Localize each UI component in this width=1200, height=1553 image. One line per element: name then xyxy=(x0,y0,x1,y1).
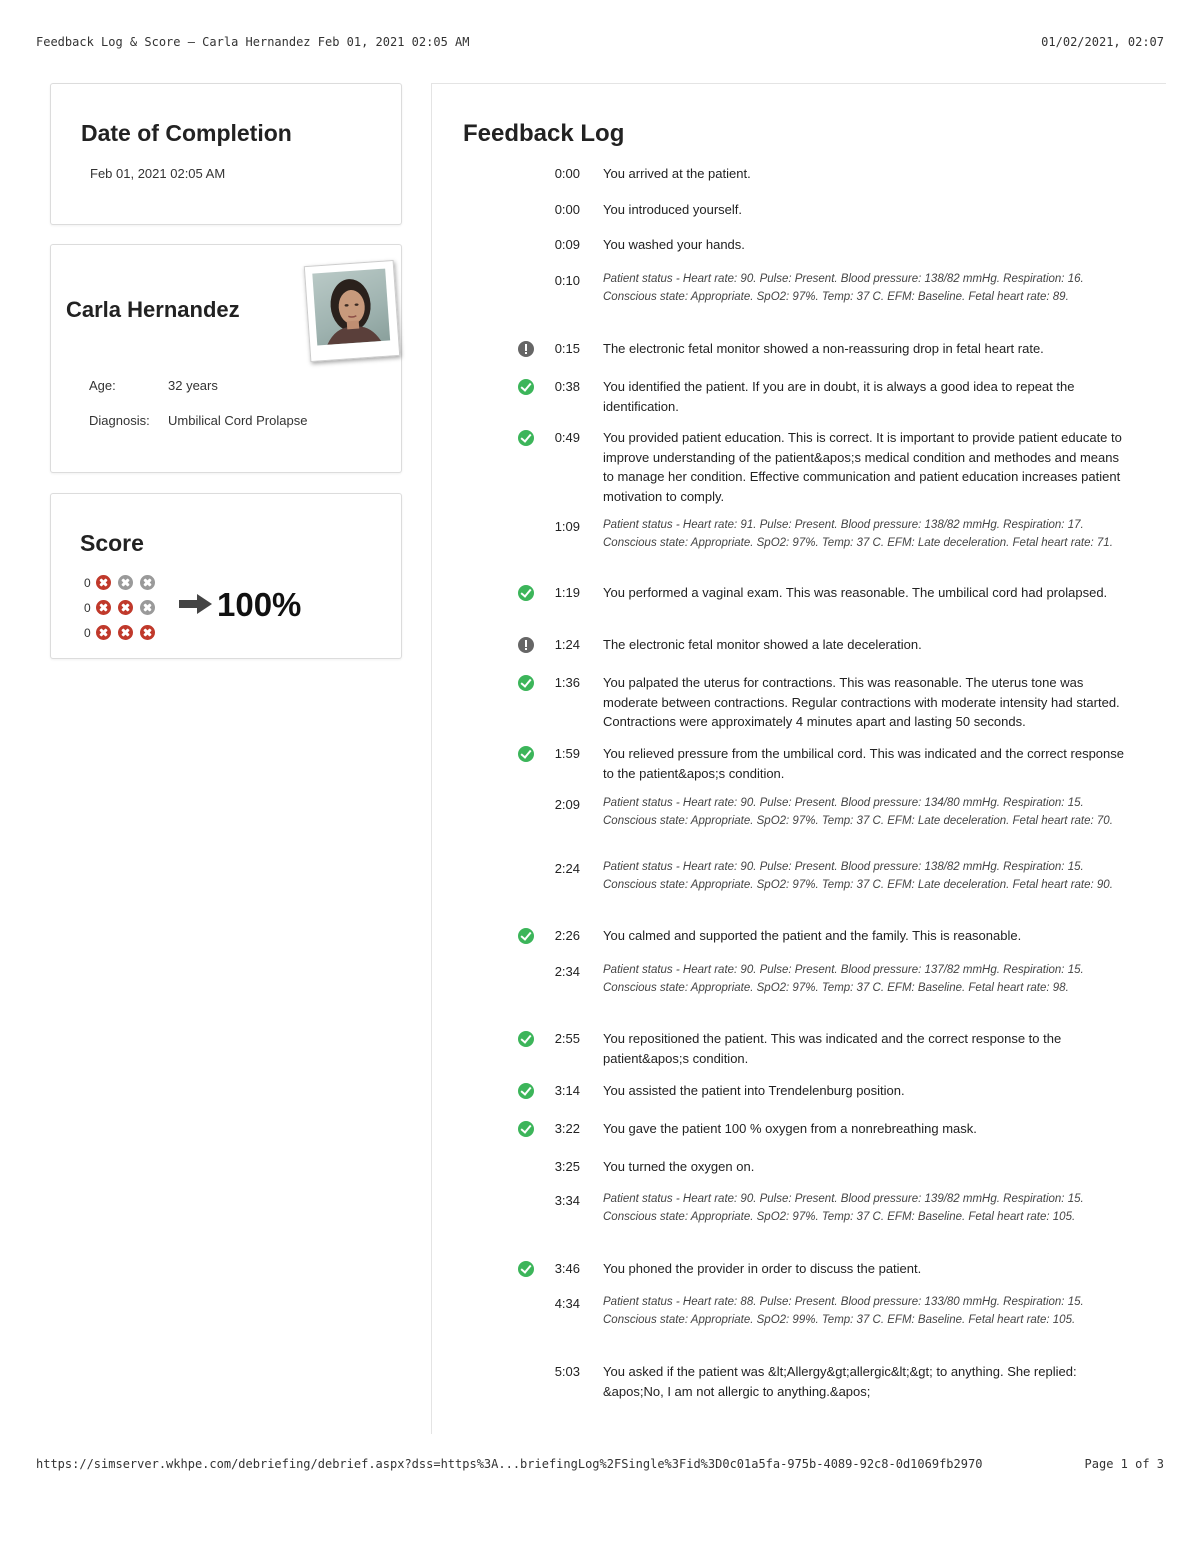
log-entry-time: 3:34 xyxy=(554,1193,580,1208)
log-entry-patient-status: Patient status - Heart rate: 90. Pulse: Present. Blood pressure: 139/82 mmHg. Respiration: 15. Conscious state: Appropriate. SpO2: 97%. Temp: 37 C. EFM: Baseline. Fetal heart rate: 105. xyxy=(603,1193,1084,1223)
log-entry-message: You arrived at the patient. xyxy=(603,166,751,181)
x-circle-icon xyxy=(118,575,133,590)
log-entry-time: 3:22 xyxy=(554,1121,580,1136)
score-row xyxy=(84,620,162,645)
log-entry-time: 2:24 xyxy=(554,861,580,876)
log-entry-message: You turned the oxygen on. xyxy=(603,1159,755,1174)
feedback-log-heading: Feedback Log xyxy=(463,120,625,147)
print-url: https://simserver.wkhpe.com/debriefing/debrief.aspx?dss=https%3A...briefingLog%2FSingle%3Fid%3D0c01a5fa-975b-4089-92c8-0d1069fb2970 xyxy=(36,1457,983,1471)
log-entry-time: 0:00 xyxy=(554,202,580,217)
log-entry-time: 0:38 xyxy=(554,379,580,394)
x-circle-icon xyxy=(140,575,155,590)
patient-card xyxy=(50,244,402,473)
score-card xyxy=(50,493,402,659)
score-row xyxy=(84,570,162,595)
x-circle-icon xyxy=(96,600,111,615)
log-entry-time: 3:25 xyxy=(554,1159,580,1174)
check-circle-icon xyxy=(518,585,534,601)
check-circle-icon xyxy=(518,746,534,762)
diagnosis-value: Umbilical Cord Prolapse xyxy=(168,413,308,428)
print-timestamp: 01/02/2021, 02:07 xyxy=(1041,35,1164,49)
feedback-log-panel xyxy=(431,83,1166,1434)
completion-date: Feb 01, 2021 02:05 AM xyxy=(90,166,226,181)
x-circle-icon xyxy=(140,625,155,640)
print-footer xyxy=(36,1457,1164,1471)
log-entry-time: 1:24 xyxy=(554,637,580,652)
log-entry-time: 0:49 xyxy=(554,430,580,445)
x-circle-icon xyxy=(118,600,133,615)
log-entry-time: 2:55 xyxy=(554,1031,580,1046)
log-entry-time: 1:36 xyxy=(554,675,580,690)
diagnosis-label: Diagnosis: xyxy=(89,413,150,428)
x-circle-icon xyxy=(96,575,111,590)
log-entry-time: 0:10 xyxy=(554,273,580,288)
log-entry-patient-status: Patient status - Heart rate: 90. Pulse: Present. Blood pressure: 138/82 mmHg. Respiration: 15. Conscious state: Appropriate. SpO2: 97%. Temp: 37 C. EFM: Late deceleration. Fetal heart rate: 90. xyxy=(603,861,1113,891)
score-row-count: 0 xyxy=(84,600,91,615)
log-entry-patient-status: Patient status - Heart rate: 90. Pulse: Present. Blood pressure: 134/80 mmHg. Respiration: 15. Conscious state: Appropriate. SpO2: 97%. Temp: 37 C. EFM: Late deceleration. Fetal heart rate: 70. xyxy=(603,797,1113,827)
print-title: Feedback Log & Score — Carla Hernandez Feb 01, 2021 02:05 AM xyxy=(36,35,470,49)
check-circle-icon xyxy=(518,430,534,446)
log-entry-patient-status: Patient status - Heart rate: 91. Pulse: Present. Blood pressure: 138/82 mmHg. Respiration: 17. Conscious state: Appropriate. SpO2: 97%. Temp: 37 C. EFM: Late deceleration. Fetal heart rate: 71. xyxy=(603,519,1113,549)
log-entry-message: You calmed and supported the patient and the family. This is reasonable. xyxy=(603,928,1022,943)
log-entry-time: 2:26 xyxy=(554,928,580,943)
score-row xyxy=(84,595,162,620)
age-row xyxy=(89,378,218,393)
log-entry-time: 5:03 xyxy=(554,1364,580,1379)
log-entry-time: 1:09 xyxy=(554,519,580,534)
check-circle-icon xyxy=(518,675,534,691)
log-entry-message: You performed a vaginal exam. This was reasonable. The umbilical cord had prolapsed. xyxy=(603,585,1108,600)
log-entry-time: 2:09 xyxy=(554,797,580,812)
log-entry-message: The electronic fetal monitor showed a non-reassuring drop in fetal heart rate. xyxy=(603,341,1044,356)
completion-card xyxy=(50,83,402,225)
check-circle-icon xyxy=(518,379,534,395)
score-value: 100% xyxy=(217,586,302,623)
check-circle-icon xyxy=(518,928,534,944)
print-header xyxy=(36,35,1164,49)
log-entry-message: You assisted the patient into Trendelenburg position. xyxy=(603,1083,905,1098)
x-circle-icon xyxy=(96,625,111,640)
page-number: Page 1 of 3 xyxy=(1084,1457,1164,1471)
log-entry-message: You gave the patient 100 % oxygen from a nonrebreathing mask. xyxy=(603,1121,977,1136)
alert-circle-icon xyxy=(518,341,534,357)
log-entry-message: You asked if the patient was &lt;Allergy&gt;allergic&lt;&gt; to anything. She replied: &apos;No, I am not allergic to anything.&apos; xyxy=(603,1364,1077,1399)
log-entry-message: You palpated the uterus for contractions. This was reasonable. The uterus tone was moderate between contractions. Regular contractions with moderate intensity had started. Contractions were approximately 4 minutes apart and lasting 50 seconds. xyxy=(603,675,1120,729)
age-value: 32 years xyxy=(168,378,218,393)
log-entry-time: 3:14 xyxy=(554,1083,580,1098)
score-rows xyxy=(84,570,162,645)
arrow-right-icon xyxy=(179,592,213,616)
completion-heading: Date of Completion xyxy=(81,120,292,146)
age-label: Age: xyxy=(89,378,116,393)
log-entry-time: 0:09 xyxy=(554,237,580,252)
log-entry-time: 0:15 xyxy=(554,341,580,356)
log-entry-time: 2:34 xyxy=(554,964,580,979)
log-entry-message: You repositioned the patient. This was indicated and the correct response to the patient&apos;s condition. xyxy=(603,1031,1062,1066)
log-entry-message: You provided patient education. This is correct. It is important to provide patient educate to improve understanding of the patient&apos;s medical condition and methodes and means to manage her condition. Effective communication and patient education increases patient motivation to comply. xyxy=(603,430,1122,504)
log-entry-message: You relieved pressure from the umbilical cord. This was indicated and the correct response to the patient&apos;s condition. xyxy=(603,746,1124,781)
log-entry-time: 1:19 xyxy=(554,585,580,600)
log-entry-patient-status: Patient status - Heart rate: 88. Pulse: Present. Blood pressure: 133/80 mmHg. Respiration: 15. Conscious state: Appropriate. SpO2: 99%. Temp: 37 C. EFM: Baseline. Fetal heart rate: 105. xyxy=(603,1296,1084,1326)
log-entry-patient-status: Patient status - Heart rate: 90. Pulse: Present. Blood pressure: 138/82 mmHg. Respiration: 16. Conscious state: Appropriate. SpO2: 97%. Temp: 37 C. EFM: Baseline. Fetal heart rate: 89. xyxy=(603,273,1084,303)
check-circle-icon xyxy=(518,1261,534,1277)
log-entry-time: 1:59 xyxy=(554,746,580,761)
check-circle-icon xyxy=(518,1121,534,1137)
x-circle-icon xyxy=(118,625,133,640)
patient-photo xyxy=(304,260,400,362)
diagnosis-row xyxy=(89,413,307,428)
patient-portrait-icon xyxy=(312,269,390,346)
log-entry-time: 3:46 xyxy=(554,1261,580,1276)
log-entry-time: 4:34 xyxy=(554,1296,580,1311)
log-entry-message: You identified the patient. If you are in doubt, it is always a good idea to repeat the identification. xyxy=(603,379,1075,414)
log-entry-patient-status: Patient status - Heart rate: 90. Pulse: Present. Blood pressure: 137/82 mmHg. Respiration: 15. Conscious state: Appropriate. SpO2: 97%. Temp: 37 C. EFM: Baseline. Fetal heart rate: 98. xyxy=(603,964,1084,994)
log-entry-message: You phoned the provider in order to discuss the patient. xyxy=(603,1261,922,1276)
log-entry-message: You introduced yourself. xyxy=(603,202,743,217)
score-row-count: 0 xyxy=(84,625,91,640)
log-entry-time: 0:00 xyxy=(554,166,580,181)
check-circle-icon xyxy=(518,1031,534,1047)
x-circle-icon xyxy=(140,600,155,615)
patient-name: Carla Hernandez xyxy=(66,297,240,322)
score-heading: Score xyxy=(80,530,144,556)
log-entry-message: The electronic fetal monitor showed a late deceleration. xyxy=(603,637,922,652)
check-circle-icon xyxy=(518,1083,534,1099)
alert-circle-icon xyxy=(518,637,534,653)
log-entry-message: You washed your hands. xyxy=(603,237,745,252)
score-row-count: 0 xyxy=(84,575,91,590)
